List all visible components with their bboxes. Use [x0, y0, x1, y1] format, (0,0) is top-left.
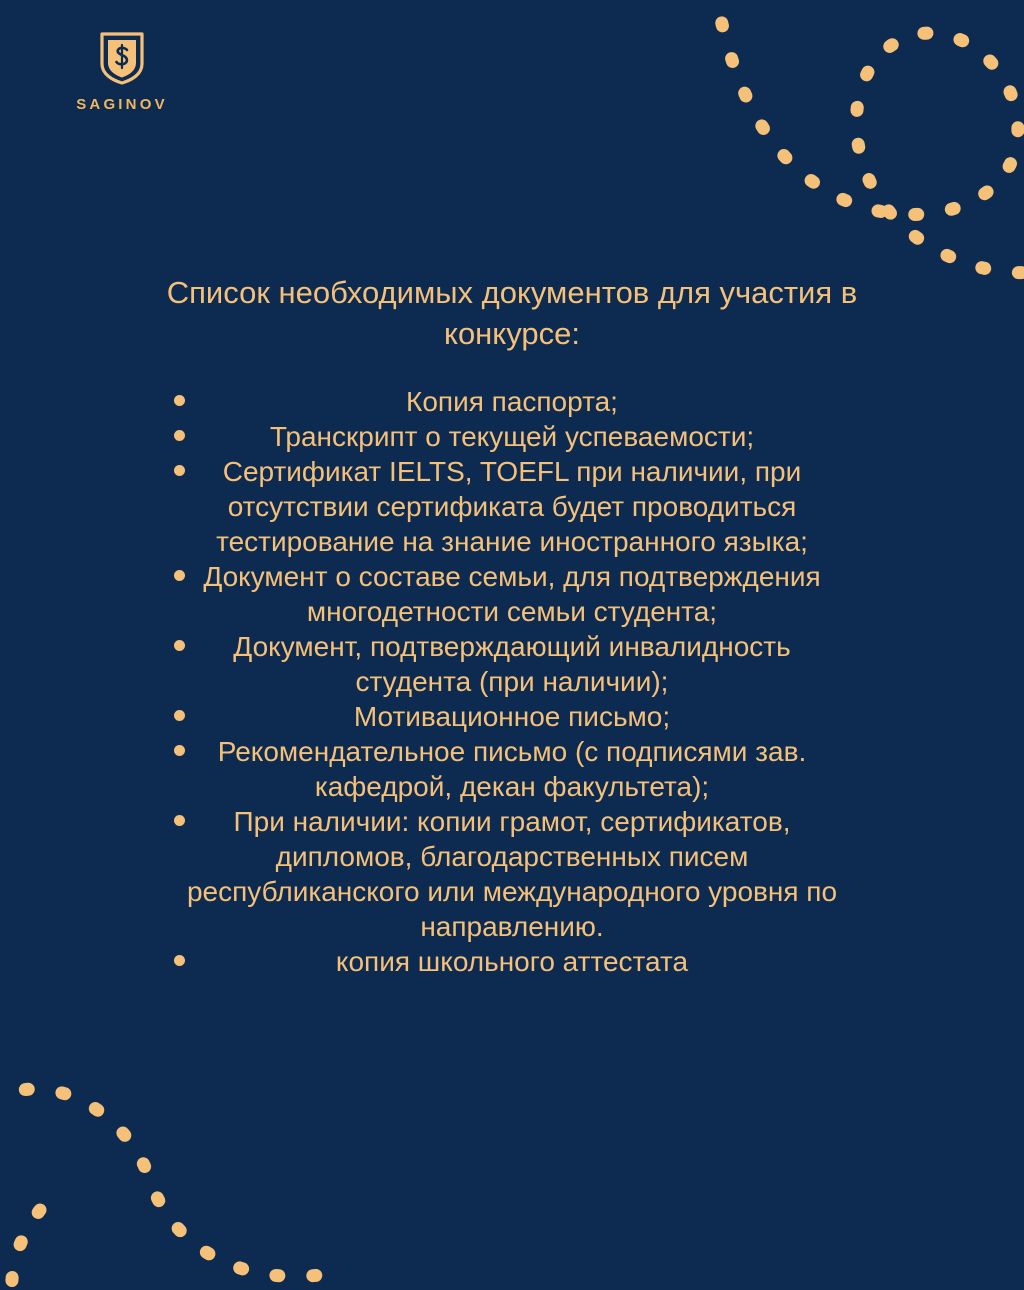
brand-logo — [62, 30, 182, 113]
bullet-icon — [174, 395, 185, 406]
list-item — [132, 804, 892, 944]
list-item-text: копия школьного аттестата — [335, 946, 689, 977]
bullet-icon — [174, 745, 185, 756]
dashed-curve-icon — [0, 1060, 380, 1290]
list-item — [132, 419, 892, 454]
list-item — [132, 734, 892, 804]
bullet-icon — [174, 710, 185, 721]
list-item-text: При наличии: копии грамот, сертификатов, дипломов, благодарственных писем республиканского или международного уровня по направлению. — [186, 806, 838, 942]
list-item-text: Документ о составе семьи, для подтверждения многодетности семьи студента; — [203, 561, 821, 627]
bullet-icon — [174, 465, 185, 476]
brand-name: SAGINOV — [76, 96, 168, 113]
bullet-icon — [174, 430, 185, 441]
bullet-icon — [174, 955, 185, 966]
bullet-icon — [174, 815, 185, 826]
required-documents-list — [132, 384, 892, 979]
page-title: Список необходимых документов для участия в конкурсе: — [166, 275, 858, 351]
list-item-text: Транскрипт о текущей успеваемости; — [269, 421, 755, 452]
list-item — [132, 559, 892, 629]
list-item — [132, 384, 892, 419]
list-item-text: Мотивационное письмо; — [353, 701, 671, 732]
bullet-icon — [174, 640, 185, 651]
list-item-text: Сертификат IELTS, TOEFL при наличии, при отсутствии сертификата будет проводиться тестирование на знание иностранного языка; — [216, 456, 808, 557]
shield-s-icon — [98, 30, 146, 86]
list-item — [132, 944, 892, 979]
list-item-text: Копия паспорта; — [406, 386, 618, 417]
bullet-icon — [174, 570, 185, 581]
list-item-text: Документ, подтверждающий инвалидность студента (при наличии); — [233, 631, 791, 697]
list-item — [132, 699, 892, 734]
document-content — [132, 272, 892, 979]
list-item — [132, 454, 892, 559]
list-item-text: Рекомендательное письмо (с подписями зав. кафедрой, декан факультета); — [217, 736, 807, 802]
list-item — [132, 629, 892, 699]
